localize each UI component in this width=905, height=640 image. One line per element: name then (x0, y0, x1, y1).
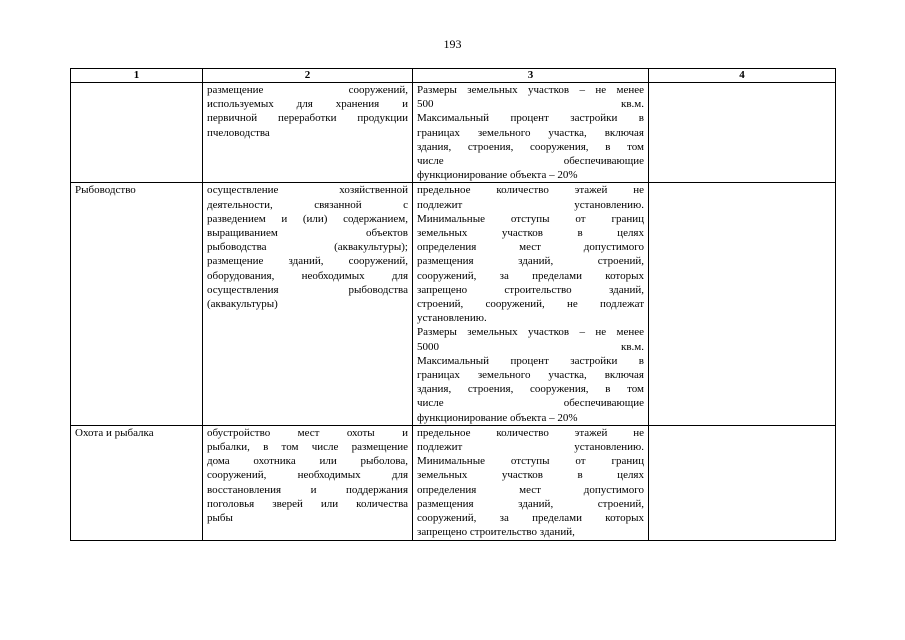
text-line: определения мест допустимого (417, 483, 644, 496)
table-row (71, 183, 836, 425)
text-line: дома охотника или рыболова, (207, 455, 408, 468)
text-line: 5000 кв.м. (417, 340, 644, 353)
text-line: подлежит установлению. (417, 441, 644, 454)
text-line: функционирование объекта – 20% (417, 411, 578, 424)
column-header-3: 3 (413, 69, 649, 83)
cell-description (203, 183, 413, 425)
text-line: земельных участков в целях (417, 227, 644, 240)
text-line: размещение сооружений, (207, 84, 408, 96)
text-line: первичной переработки продукции (207, 112, 408, 125)
cell-notes (649, 83, 836, 183)
text-line: осуществление хозяйственной (207, 184, 408, 197)
text-line: оборудования, необходимых для (207, 269, 408, 282)
page-number: 193 (443, 37, 462, 51)
text-line: Минимальные отступы от границ (417, 455, 644, 468)
text-line: сооружений, за пределами которых (417, 269, 644, 282)
text-line: рыбы (207, 512, 233, 525)
cell-description (203, 425, 413, 540)
text-line: восстановления и поддержания (207, 483, 408, 496)
text-line: функционирование объекта – 20% (417, 169, 578, 182)
text-line: здания, строения, сооружения, в том (417, 140, 644, 153)
text-line: (аквакультуры) (207, 298, 278, 311)
text-line: осуществления рыбоводства (207, 283, 408, 296)
cell-notes (649, 183, 836, 425)
text-line: рыбалки, в том числе размещение (207, 441, 408, 454)
text-line: Максимальный процент застройки в (417, 112, 644, 125)
text-line: числе обеспечивающие (417, 155, 644, 168)
text-line: Максимальный процент застройки в (417, 354, 644, 367)
cell-land-use-name (71, 83, 203, 183)
cell-land-use-name: Охота и рыбалка (71, 425, 203, 540)
text-line: разведением и (или) содержанием, (207, 212, 408, 225)
text-line: границах земельного участка, включая (417, 126, 644, 139)
zoning-table (70, 68, 836, 541)
text-line: сооружений, за пределами которых (417, 512, 644, 525)
text-line: выращиванием объектов (207, 227, 408, 240)
text-line: запрещено строительство зданий, (417, 526, 575, 539)
text-line: размещение зданий, сооружений, (207, 255, 408, 268)
text-line: 500 кв.м. (417, 98, 644, 111)
cell-notes (649, 425, 836, 540)
text-line: рыбоводства (аквакультуры); (207, 241, 408, 254)
text-line: пчеловодства (207, 126, 270, 139)
table-row (71, 83, 836, 183)
text-line: земельных участков в целях (417, 469, 644, 482)
text-line: обустройство мест охоты и (207, 426, 408, 439)
text-line: Размеры земельных участков – не менее (417, 84, 644, 96)
cell-parameters (413, 425, 649, 540)
column-header-2: 2 (203, 69, 413, 83)
text-line: здания, строения, сооружения, в том (417, 383, 644, 396)
text-line: установлению. (417, 312, 487, 325)
text-line: размещения зданий, строений, (417, 255, 644, 268)
text-line: деятельности, связанной с (207, 198, 408, 211)
text-line: запрещено строительство зданий, (417, 283, 644, 296)
cell-parameters (413, 183, 649, 425)
text-line: строений, сооружений, не подлежат (417, 298, 644, 311)
text-line: определения мест допустимого (417, 241, 644, 254)
text-line: предельное количество этажей не (417, 184, 644, 197)
text-line: Размеры земельных участков – не менее (417, 326, 644, 339)
text-line: используемых для хранения и (207, 98, 408, 111)
column-header-1: 1 (71, 69, 203, 83)
cell-parameters (413, 83, 649, 183)
text-line: сооружений, необходимых для (207, 469, 408, 482)
cell-land-use-name: Рыбоводство (71, 183, 203, 425)
table-body (71, 83, 836, 541)
column-header-4: 4 (649, 69, 836, 83)
text-line: границах земельного участка, включая (417, 369, 644, 382)
table-row (71, 425, 836, 540)
cell-description (203, 83, 413, 183)
text-line: числе обеспечивающие (417, 397, 644, 410)
text-line: подлежит установлению. (417, 198, 644, 211)
table-header-row (71, 69, 836, 83)
text-line: Минимальные отступы от границ (417, 212, 644, 225)
text-line: поголовья зверей или количества (207, 497, 408, 510)
text-line: размещения зданий, строений, (417, 497, 644, 510)
text-line: предельное количество этажей не (417, 426, 644, 439)
